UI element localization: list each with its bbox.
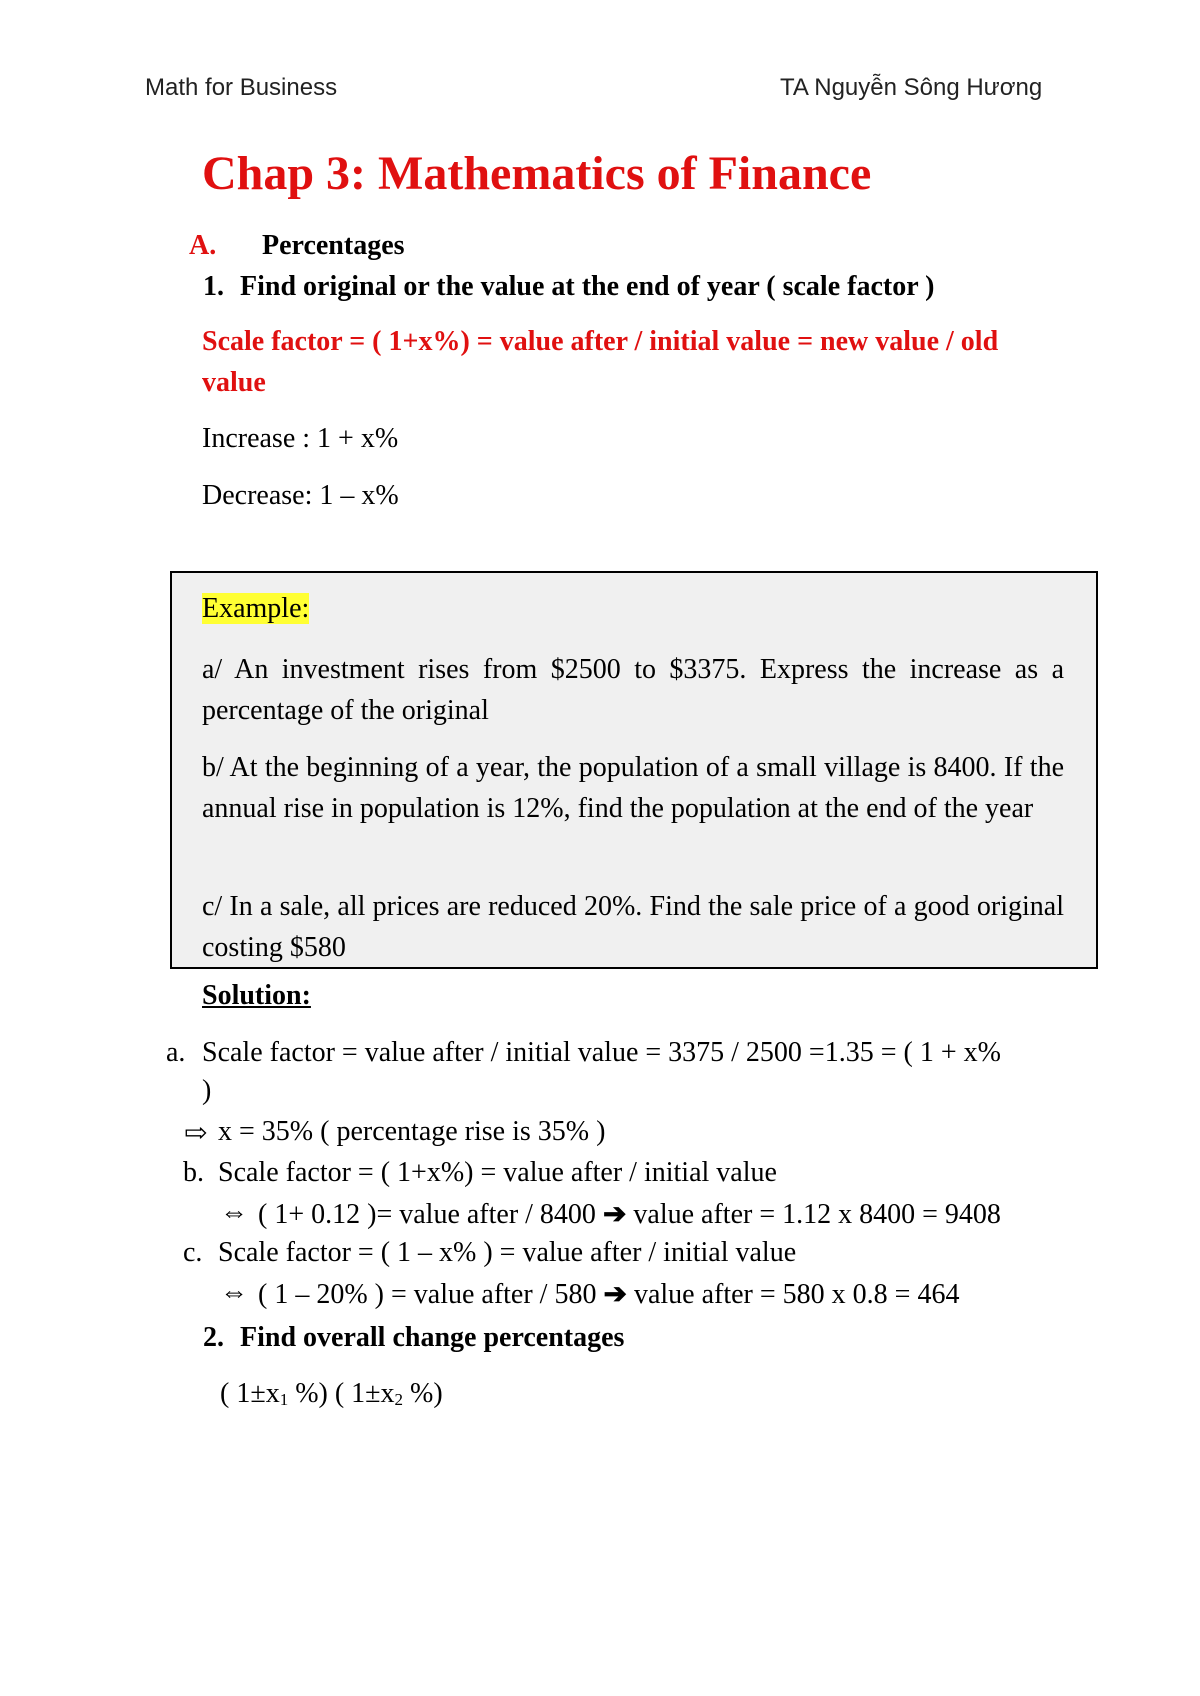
example-heading [202, 593, 309, 625]
formula-part3: %) [403, 1378, 443, 1409]
solution-c-line2 [258, 1277, 959, 1311]
item1-number: 1. [203, 271, 224, 302]
equivalent-arrow-icon: ⇔ [220, 1197, 248, 1228]
solution-heading: Solution: [202, 980, 311, 1011]
solution-b-line1: Scale factor = ( 1+x%) = value after / initial value [218, 1157, 777, 1188]
formula-part1: ( 1±x [220, 1378, 280, 1409]
implies-arrow-icon: ⇨ [184, 1118, 208, 1149]
formula-sub2: 2 [394, 1390, 404, 1409]
solution-c-letter: c. [183, 1237, 203, 1268]
section-a-letter: A. [189, 230, 217, 261]
solution-c-line2b: value after = 580 x 0.8 = 464 [633, 1279, 960, 1310]
example-heading-text: Example: [202, 593, 310, 624]
solution-b-line2b: value after = 1.12 x 8400 = 9408 [633, 1199, 1001, 1230]
solution-c-line1: Scale factor = ( 1 – x% ) = value after / initial value [218, 1237, 797, 1268]
example-c: c/ In a sale, all prices are reduced 20%. Find the sale price of a good original costing $580 [202, 891, 1064, 963]
formula-part2: %) ( 1±x [288, 1378, 395, 1409]
overall-change-formula [220, 1378, 443, 1410]
solution-a-line2: ) [202, 1075, 212, 1106]
solution-a-line1: Scale factor = value after / initial value = 3375 / 2500 =1.35 = ( 1 + x% [202, 1037, 1001, 1068]
item1-label: Find original or the value at the end of year ( scale factor ) [240, 271, 935, 302]
scale-factor-def-line2: value [202, 367, 266, 398]
increase-rule: Increase : 1 + x% [202, 423, 399, 454]
right-arrow-icon: ➔ [603, 1279, 627, 1310]
header-right: TA Nguyễn Sông Hương [780, 74, 1043, 101]
solution-b-line2a: ( 1+ 0.12 )= value after / 8400 [258, 1199, 596, 1230]
example-box [170, 571, 1098, 969]
example-b: b/ At the beginning of a year, the population of a small village is 8400. If the annual rise in population is 12%, find the population at the end of the year [202, 752, 1064, 824]
solution-a-result: x = 35% ( percentage rise is 35% ) [218, 1116, 606, 1147]
formula-sub1: 1 [279, 1390, 289, 1409]
chapter-title: Chap 3: Mathematics of Finance [202, 147, 872, 200]
item2-number: 2. [203, 1322, 224, 1353]
solution-a-letter: a. [166, 1037, 186, 1068]
item2-label: Find overall change percentages [240, 1322, 625, 1353]
section-a-label: Percentages [262, 230, 405, 261]
header-left: Math for Business [145, 74, 338, 101]
right-arrow-icon: ➔ [602, 1199, 627, 1230]
decrease-rule: Decrease: 1 – x% [202, 480, 399, 511]
scale-factor-def-line1: Scale factor = ( 1+x%) = value after / initial value = new value / old [202, 326, 999, 357]
example-a: a/ An investment rises from $2500 to $3375. Express the increase as a percentage of the original [202, 654, 1064, 726]
solution-b-letter: b. [183, 1157, 204, 1188]
equivalent-arrow-icon: ⇔ [220, 1277, 248, 1308]
solution-c-line2a: ( 1 – 20% ) = value after / 580 [258, 1279, 597, 1310]
solution-b-line2 [258, 1197, 1001, 1231]
